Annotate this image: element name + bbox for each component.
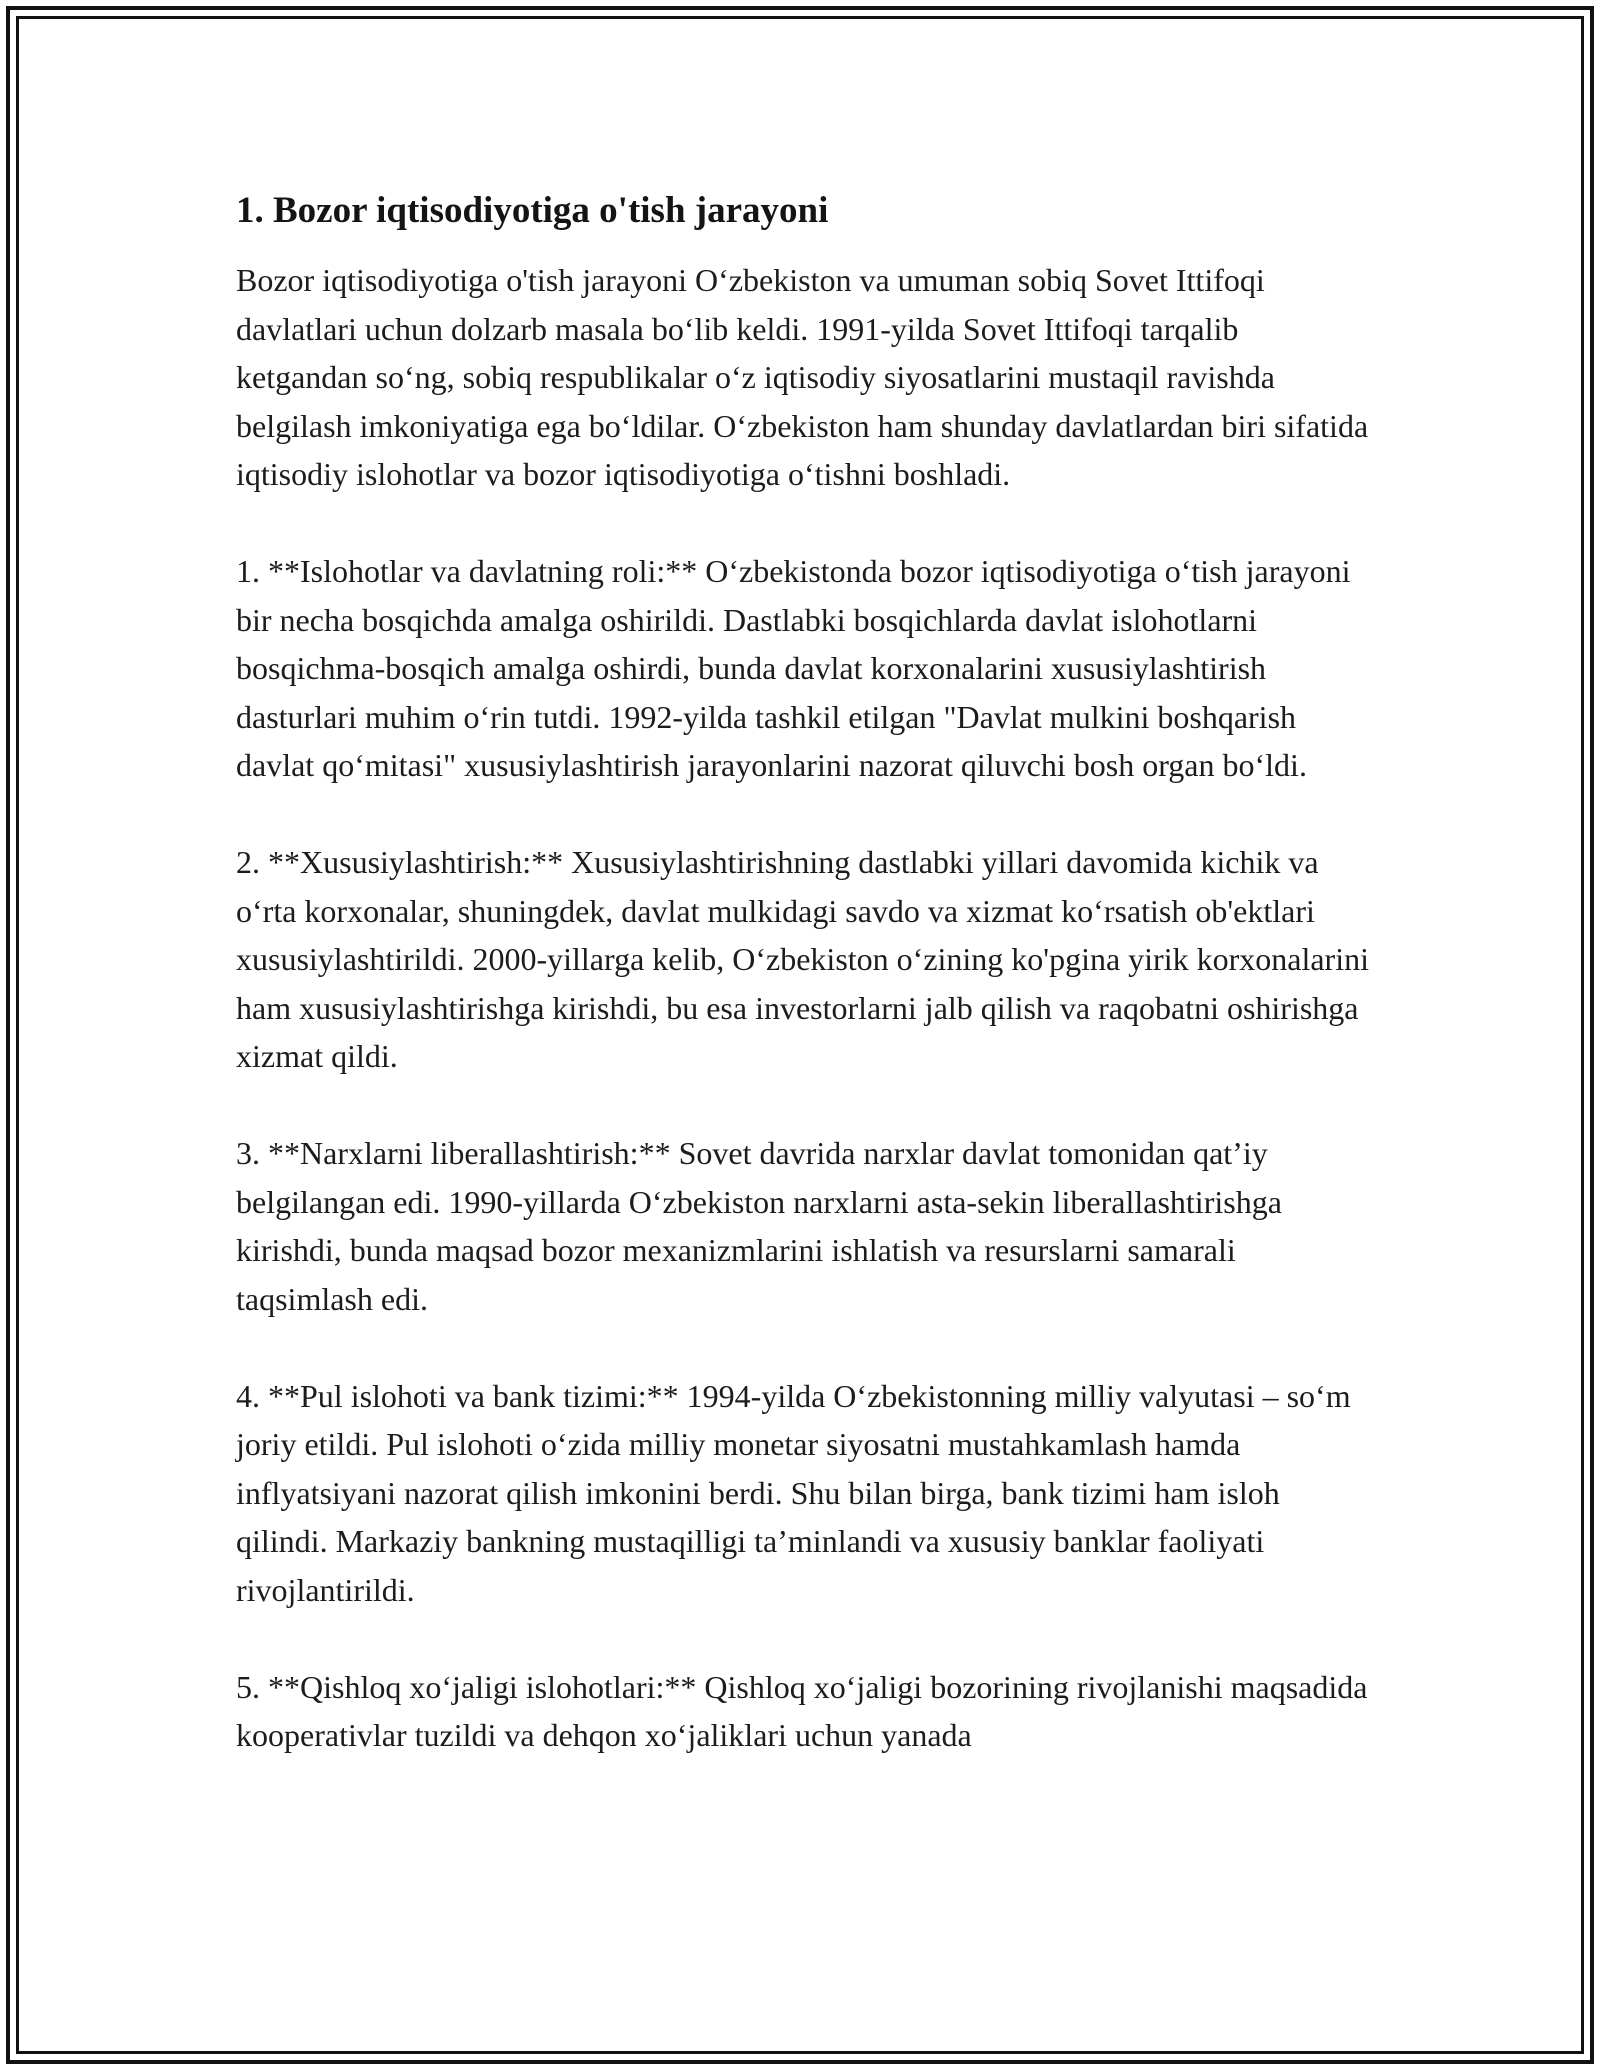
intro-paragraph: Bozor iqtisodiyotiga o'tish jarayoni O‘zbekiston va umuman sobiq Sovet Ittifoqi davlatlari uchun dolzarb masala bo‘lib keldi. 1991-yilda Sovet Ittifoqi tarqalib ketgandan so‘ng, sobiq respublikalar o‘z iqtisodiy siyosatlarini mustaqil ravishda belgilash imkoniyatiga ega bo‘ldilar. O‘zbekiston ham shunday davlatlardan biri sifatida iqtisodiy islohotlar va bozor iqtisodiyotiga o‘tishni boshladi.: [236, 262, 1369, 492]
document-body: [236, 186, 1376, 1760]
section-2-paragraph: 2. **Xususiylashtirish:** Xususiylashtirishning dastlabki yillari davomida kichik va o‘rta korxonalar, shuningdek, davlat mulkidagi savdo va xizmat ko‘rsatish ob'ektlari xususiylashtirildi. 2000-yillarga kelib, O‘zbekiston o‘zining ko'pgina yirik korxonalarini ham xususiylashtirishga kirishdi, bu esa investorlarni jalb qilish va raqobatni oshirishga xizmat qildi.: [236, 844, 1369, 1074]
document-title: 1. Bozor iqtisodiyotiga o'tish jarayoni: [236, 190, 829, 231]
section-5-paragraph: 5. **Qishloq xo‘jaligi islohotlari:** Qishloq xo‘jaligi bozorining rivojlanishi maqsadida kooperativlar tuzildi va dehqon xo‘jaliklari uchun yanada: [236, 1668, 1368, 1753]
section-4-paragraph: 4. **Pul islohoti va bank tizimi:** 1994-yilda O‘zbekistonning milliy valyutasi – so‘m joriy etildi. Pul islohoti o‘zida milliy monetar siyosatni mustahkamlash hamda inflyatsiyani nazorat qilish imkonini berdi. Shu bilan birga, bank tizimi ham isloh qilindi. Markaziy bankning mustaqilligi ta’minlandi va xususiy banklar faoliyati rivojlantirildi.: [236, 1377, 1351, 1608]
section-1-paragraph: 1. **Islohotlar va davlatning roli:** O‘zbekistonda bozor iqtisodiyotiga o‘tish jarayoni bir necha bosqichda amalga oshirildi. Dastlabki bosqichlarda davlat islohotlarni bosqichma-bosqich amalga oshirdi, bunda davlat korxonalarini xususiylashtirish dasturlari muhim o‘rin tutdi. 1992-yilda tashkil etilgan "Davlat mulkini boshqarish davlat qo‘mitasi" xususiylashtirish jarayonlarini nazorat qiluvchi bosh organ bo‘ldi.: [236, 553, 1351, 783]
section-3-paragraph: 3. **Narxlarni liberallashtirish:** Sovet davrida narxlar davlat tomonidan qat’iy belgilangan edi. 1990-yillarda O‘zbekiston narxlarni asta-sekin liberallashtirishga kirishdi, bunda maqsad bozor mexanizmlarini ishlatish va resurslarni samarali taqsimlash edi.: [236, 1135, 1282, 1317]
